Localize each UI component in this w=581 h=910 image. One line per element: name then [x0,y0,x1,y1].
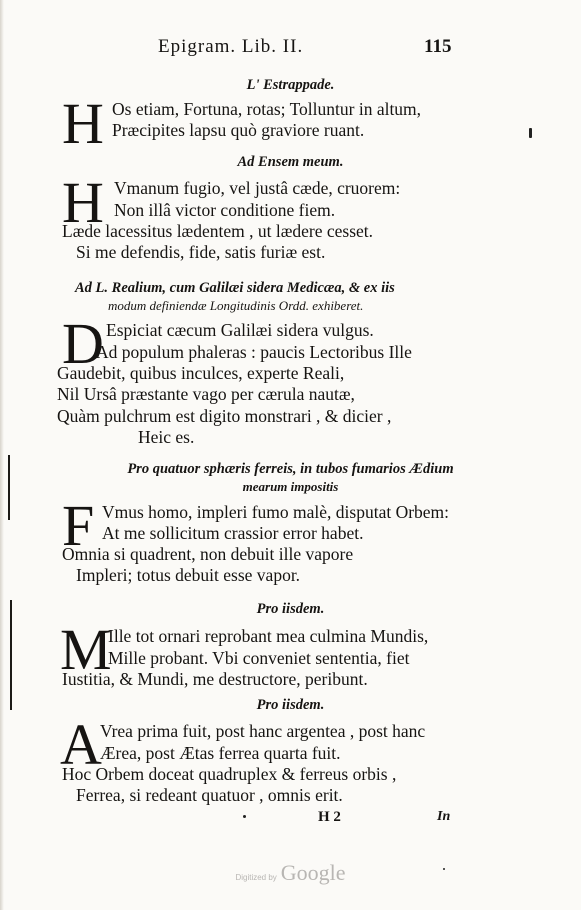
watermark-prefix: Digitized by [235,873,277,882]
verse-line: Omnia si quadrent, non debuit ille vapore [62,544,354,564]
verse-line: Præcipites lapsu quò graviore ruant. [112,120,365,140]
verse-line: Iustitia, & Mundi, me destructore, peribunt. [62,669,368,689]
verse-line: Ferrea, si redeant quatuor , omnis erit. [76,785,343,805]
verse-line: Gaudebit, quibus inculces, experte Reali, [57,363,345,383]
verse-line: Nil Ursâ præstante vago per cærula nautæ, [57,384,355,404]
verse-line: Vmus homo, impleri fumo malè, disputat Orbem: [102,502,450,522]
drop-cap: D [62,311,104,376]
section-subheading: modum definiendæ Longitudinis Ordd. exhiberet. [108,298,364,313]
verse-line: Vmanum fugio, vel justâ cæde, cruorem: [114,178,401,198]
signature-mark: H 2 [318,809,341,825]
watermark-logo: Google [280,860,346,885]
page-number: 115 [424,36,452,57]
verse-line: Non illâ victor conditione fiem. [114,200,336,220]
section-subheading: mearum impositis [242,479,339,494]
stray-mark [529,128,532,138]
drop-cap: F [62,493,95,558]
drop-cap: H [62,91,104,156]
verse-line: Hoc Orbem doceat quadruplex & ferreus orbis , [62,764,397,784]
verse-line: Heic es. [138,427,195,447]
page-edge [0,0,4,910]
drop-cap: A [60,712,102,777]
drop-cap: M [60,617,112,682]
verse-line: Ærea, post Ætas ferrea quarta fuit. [100,743,341,763]
digitization-watermark [0,860,581,886]
section-heading: Pro quatuor sphæris ferreis, in tubos fumarios Ædium [127,461,454,477]
section-heading: Ad L. Realium, cum Galilæi sidera Medicæa, & ex iis [75,280,395,296]
verse-line: Quàm pulchrum est digito monstrari , & dicier , [57,406,392,426]
verse-line: Os etiam, Fortuna, rotas; Tolluntur in altum, [112,99,422,119]
verse-line: Espiciat cæcum Galilæi sidera vulgus. [106,320,374,340]
verse-line: Ille tot ornari reprobant mea culmina Mundis, [108,626,429,646]
verse-line: Impleri; totus debuit esse vapor. [76,565,301,585]
section-heading: L' Estrappade. [246,77,335,93]
section-heading: Pro iisdem. [256,697,325,713]
running-title: Epigram. Lib. II. [158,36,304,57]
section-heading: Pro iisdem. [256,601,325,617]
verse-line: Si me defendis, fide, satis furiæ est. [76,242,326,262]
section-heading: Ad Ensem meum. [237,154,344,170]
verse-line: Mille probant. Vbi conveniet sententia, fiet [108,648,410,668]
stray-mark [243,815,246,818]
verse-line: Vrea prima fuit, post hanc argentea , post hanc [100,721,426,741]
catchword: In [437,809,451,824]
verse-line: Læde lacessitus lædentem , ut lædere cesset. [62,221,374,241]
verse-line: At me sollicitum crassior error habet. [102,523,364,543]
verse-line: Ad populum phaleras : paucis Lectoribus Ille [96,342,412,362]
drop-cap: H [62,170,104,235]
